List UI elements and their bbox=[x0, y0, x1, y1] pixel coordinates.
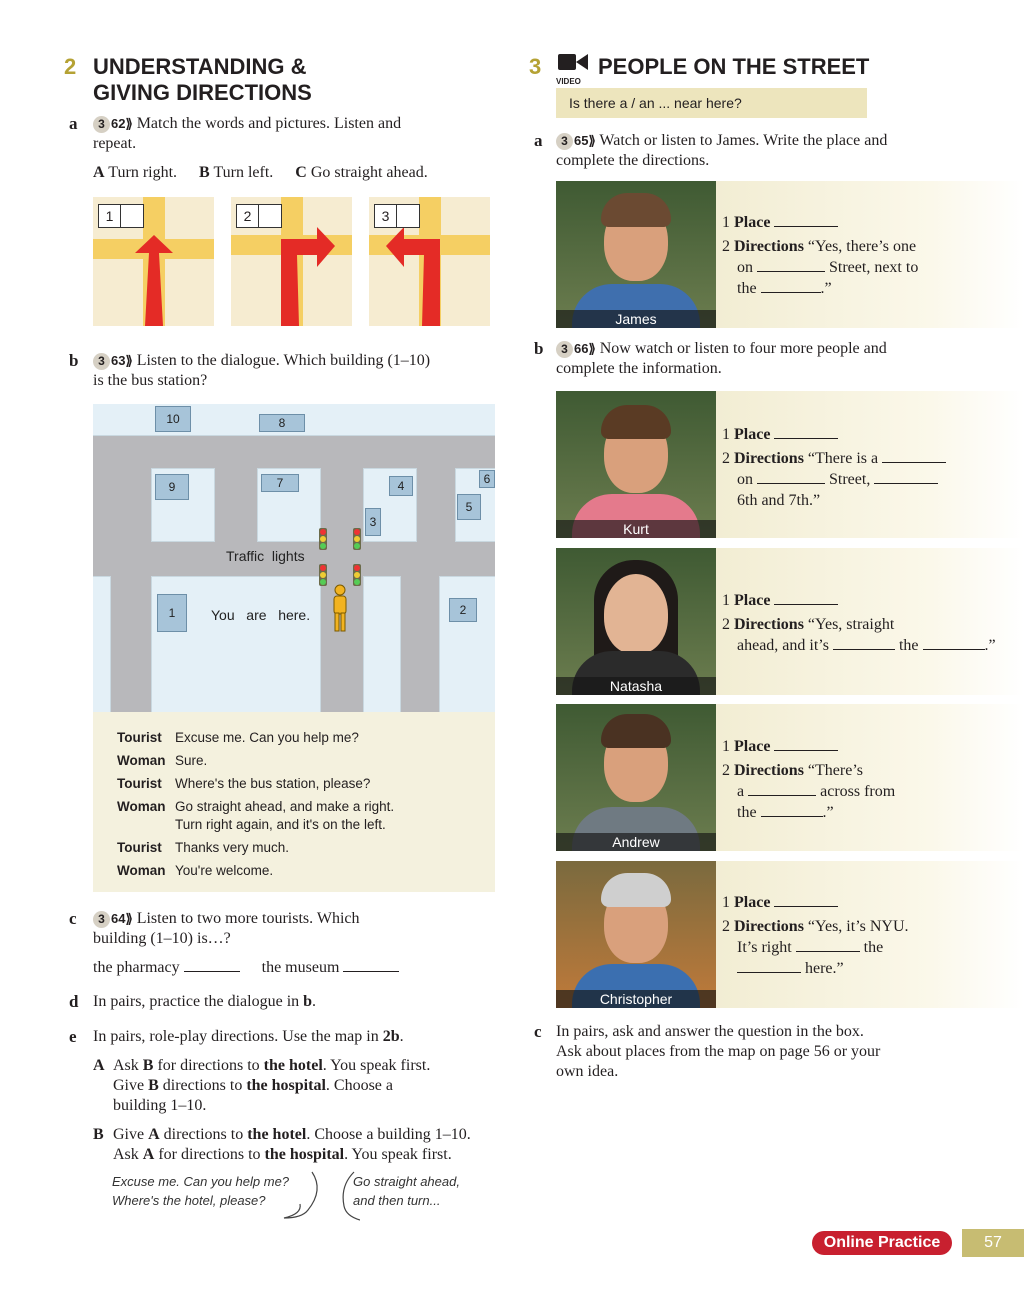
audio-track-icon[interactable]: 3 65⟫ bbox=[556, 131, 596, 151]
building-6[interactable]: 6 bbox=[479, 470, 495, 488]
answer-blank[interactable] bbox=[737, 959, 801, 973]
option-text: Turn right. bbox=[108, 164, 178, 181]
answer-blank[interactable] bbox=[774, 213, 838, 227]
speech-bubble-tail-icon bbox=[270, 1168, 360, 1224]
question-box: Is there a / an ... near here? bbox=[556, 88, 867, 118]
instruction-text: Now watch or listen to four more people and bbox=[599, 340, 887, 357]
options-row: A Turn right. B Turn left. C Go straight ahead. bbox=[93, 164, 428, 181]
fill-in-row bbox=[93, 958, 399, 978]
instruction-text: Match the words and pictures. Listen and bbox=[136, 115, 402, 132]
answer-blank[interactable] bbox=[184, 958, 240, 972]
instruction-text: building (1–10) is…? bbox=[93, 930, 231, 947]
info-panel: 1 Place 2 Directions “Yes, straight ahead, and it’s the .” bbox=[716, 548, 1024, 695]
answer-blank[interactable] bbox=[833, 636, 895, 650]
person-name: Natasha bbox=[556, 677, 716, 695]
building-1[interactable]: 1 bbox=[157, 594, 187, 632]
dialogue-line: Woman Sure. bbox=[117, 753, 208, 768]
answer-blank[interactable] bbox=[774, 591, 838, 605]
answer-blank[interactable] bbox=[774, 425, 838, 439]
building-10[interactable]: 10 bbox=[155, 406, 191, 432]
info-panel: 1 Place 2 Directions “There is a on Street, 6th and 7th.” bbox=[716, 391, 1024, 538]
direction-picture bbox=[93, 197, 214, 326]
audio-track-icon[interactable]: 3 66⟫ bbox=[556, 339, 596, 359]
answer-box[interactable]: 1 bbox=[98, 204, 144, 228]
section-title: PEOPLE ON THE STREET bbox=[598, 54, 870, 79]
item-label: the museum bbox=[261, 959, 340, 976]
speech-bubble: Go straight ahead, and then turn... bbox=[353, 1174, 460, 1208]
instruction-text: Listen to two more tourists. Which bbox=[136, 910, 360, 927]
exercise-letter: c bbox=[69, 909, 77, 928]
answer-blank[interactable] bbox=[774, 893, 838, 907]
dialogue-box bbox=[93, 712, 495, 892]
instruction-text: Ask about places from the map on page 56 or your bbox=[556, 1043, 881, 1060]
info-panel: 1 Place 2 Directions “Yes, it’s NYU. It’s right the here.” bbox=[716, 861, 1024, 1008]
dialogue-line: Woman You're welcome. bbox=[117, 863, 274, 878]
answer-blank[interactable] bbox=[757, 470, 825, 484]
roleplay-b: B Give A directions to the hotel. Choose a building 1–10. Ask A for directions to the hospital. You speak first. bbox=[93, 1126, 471, 1163]
person-name: Christopher bbox=[556, 990, 716, 1008]
roleplay-a: A Ask B for directions to the hotel. You speak first. Give B directions to the hospital. Choose a building 1–10. bbox=[93, 1057, 431, 1114]
traffic-light-icon bbox=[353, 528, 361, 550]
exercise-3a bbox=[534, 131, 954, 169]
video-camera-icon: VIDEO bbox=[556, 52, 590, 82]
building-5[interactable]: 5 bbox=[457, 494, 481, 520]
option-text: Go straight ahead. bbox=[310, 164, 428, 181]
building-4[interactable]: 4 bbox=[389, 476, 413, 496]
building-3[interactable]: 3 bbox=[365, 508, 381, 536]
building-2[interactable]: 2 bbox=[449, 598, 477, 622]
building-7[interactable]: 7 bbox=[261, 474, 299, 492]
dialogue-line: Turn right again, and it's on the left. bbox=[175, 817, 386, 832]
section-number: 2 bbox=[64, 54, 77, 79]
exercise-2b bbox=[69, 351, 489, 389]
exercise-letter: b bbox=[69, 351, 79, 370]
building-8[interactable]: 8 bbox=[259, 414, 305, 432]
audio-track-icon[interactable]: 3 62⟫ bbox=[93, 114, 133, 134]
instruction-text: is the bus station? bbox=[93, 372, 208, 389]
exercise-letter: b bbox=[534, 339, 544, 358]
audio-track-icon[interactable]: 3 63⟫ bbox=[93, 351, 133, 371]
traffic-lights-label: Traffic lights bbox=[226, 548, 305, 564]
exercise-2d: d In pairs, practice the dialogue in b. bbox=[69, 992, 317, 1011]
exercise-letter: e bbox=[69, 1027, 77, 1046]
person-name: James bbox=[556, 310, 716, 328]
dialogue-line: Tourist Where's the bus station, please? bbox=[117, 776, 371, 791]
title-line: GIVING DIRECTIONS bbox=[93, 80, 312, 105]
answer-blank[interactable] bbox=[761, 803, 823, 817]
info-panel: 1 Place 2 Directions “Yes, there’s one on Street, next to the .” bbox=[716, 181, 1024, 328]
direction-picture bbox=[369, 197, 490, 326]
dialogue-line: Tourist Excuse me. Can you help me? bbox=[117, 730, 359, 745]
answer-blank[interactable] bbox=[761, 279, 821, 293]
exercise-letter: a bbox=[69, 114, 78, 133]
instruction-text: repeat. bbox=[93, 135, 137, 152]
answer-blank[interactable] bbox=[774, 737, 838, 751]
exercise-2c bbox=[69, 909, 489, 947]
exercise-3c bbox=[534, 1022, 954, 1080]
street-map bbox=[93, 404, 495, 712]
exercise-2e: e In pairs, role-play directions. Use the map in 2b. bbox=[69, 1027, 404, 1046]
instruction-text: Watch or listen to James. Write the place and bbox=[599, 132, 888, 149]
page-number: 57 bbox=[962, 1229, 1024, 1257]
person-name: Andrew bbox=[556, 833, 716, 851]
answer-box[interactable]: 3 bbox=[374, 204, 420, 228]
direction-picture bbox=[231, 197, 352, 326]
you-are-here-label: You are here. bbox=[211, 607, 311, 623]
answer-box[interactable]: 2 bbox=[236, 204, 282, 228]
online-practice-button[interactable]: Online Practice bbox=[812, 1231, 952, 1255]
exercise-3b bbox=[534, 339, 954, 377]
dialogue-line: Woman Go straight ahead, and make a right. bbox=[117, 799, 395, 814]
answer-blank[interactable] bbox=[748, 782, 816, 796]
exercise-letter: a bbox=[534, 131, 543, 150]
exercise-letter: c bbox=[534, 1022, 542, 1041]
traffic-light-icon bbox=[353, 564, 361, 586]
photo-christopher bbox=[556, 861, 716, 1008]
person-icon bbox=[329, 584, 351, 634]
answer-blank[interactable] bbox=[343, 958, 399, 972]
photo-natasha bbox=[556, 548, 716, 695]
section-title bbox=[93, 54, 312, 106]
title-line: UNDERSTANDING & bbox=[93, 54, 307, 79]
exercise-2a bbox=[69, 114, 489, 152]
option-text: Turn left. bbox=[213, 164, 274, 181]
instruction-text: Listen to the dialogue. Which building (1–10) bbox=[136, 352, 431, 369]
answer-blank[interactable] bbox=[796, 938, 860, 952]
audio-track-icon[interactable]: 3 64⟫ bbox=[93, 909, 133, 929]
instruction-text: In pairs, ask and answer the question in the box. bbox=[556, 1023, 864, 1040]
building-9[interactable]: 9 bbox=[155, 474, 189, 500]
section-number: 3 bbox=[529, 54, 542, 79]
exercise-letter: d bbox=[69, 992, 79, 1011]
photo-andrew bbox=[556, 704, 716, 851]
instruction-text: complete the information. bbox=[556, 360, 722, 377]
traffic-light-icon bbox=[319, 564, 327, 586]
info-panel: 1 Place 2 Directions “There’s a across from the .” bbox=[716, 704, 1024, 851]
photo-james bbox=[556, 181, 716, 328]
dialogue-line: Tourist Thanks very much. bbox=[117, 840, 290, 855]
answer-blank[interactable] bbox=[757, 258, 825, 272]
answer-blank[interactable] bbox=[874, 470, 938, 484]
instruction-text: own idea. bbox=[556, 1063, 619, 1080]
instruction-text: complete the directions. bbox=[556, 152, 710, 169]
speech-bubble: Excuse me. Can you help me? Where's the hotel, please? bbox=[112, 1174, 290, 1208]
answer-blank[interactable] bbox=[923, 636, 985, 650]
traffic-light-icon bbox=[319, 528, 327, 550]
item-label: the pharmacy bbox=[93, 959, 180, 976]
person-name: Kurt bbox=[556, 520, 716, 538]
answer-blank[interactable] bbox=[882, 449, 946, 463]
photo-kurt bbox=[556, 391, 716, 538]
